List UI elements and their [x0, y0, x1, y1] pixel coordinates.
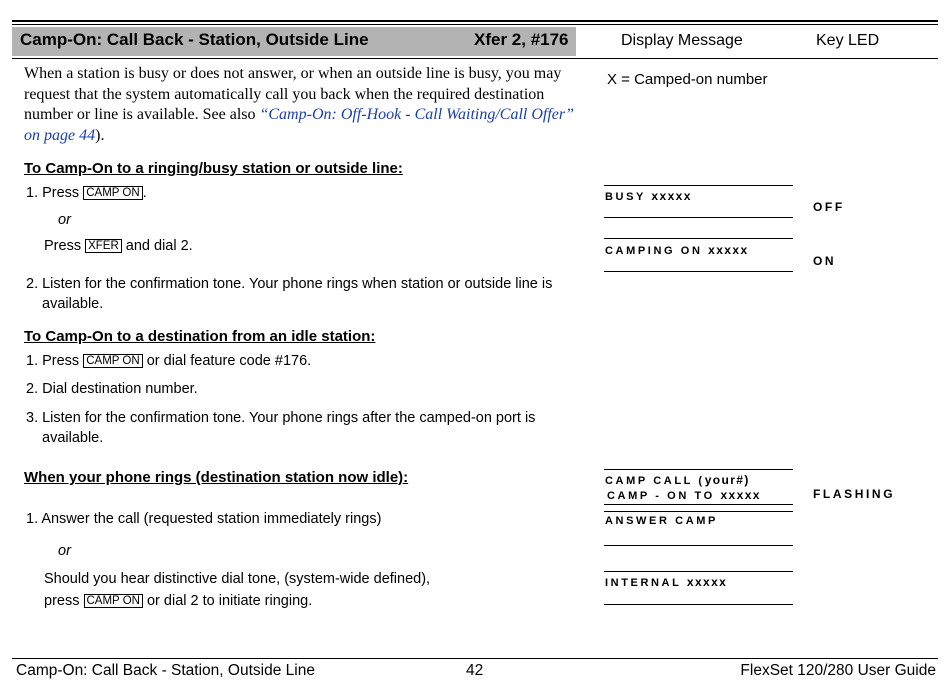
- led-on: ON: [813, 254, 837, 268]
- footer-guide-title: FlexSet 120/280 User Guide: [740, 662, 936, 679]
- top-rule-thin: [12, 24, 938, 25]
- display-camp-call-text: CAMP CALL (: [605, 475, 705, 487]
- display-camp-on-to-text: CAMP - ON TO: [607, 490, 721, 502]
- display-camping-on: [605, 243, 749, 257]
- display-internal-number: xxxxx: [686, 575, 728, 589]
- footer-rule: [12, 658, 938, 659]
- page-title: Camp-On: Call Back - Station, Outside Line: [20, 30, 369, 49]
- led-off: OFF: [813, 200, 845, 214]
- s3-alt-line2: [44, 593, 312, 609]
- legend-text: X = Camped-on number: [607, 71, 768, 88]
- s1-step2: 2. Listen for the confirmation tone. Your phone rings when station or outside line is available.: [26, 276, 553, 312]
- display-rule: [604, 185, 793, 186]
- display-rule: [604, 469, 793, 470]
- intro-end: ).: [95, 126, 105, 144]
- display-internal: [605, 575, 727, 589]
- display-camp-call: [605, 473, 750, 487]
- s3-alt-line1: Should you hear distinctive dial tone, (system-wide defined),: [44, 571, 431, 587]
- display-camping-number: xxxxx: [708, 243, 749, 257]
- display-camp-call-your: your#): [704, 473, 750, 487]
- s1-step1-post: .: [142, 185, 147, 201]
- display-rule: [604, 217, 793, 218]
- s3-alt-pre: press: [44, 593, 84, 609]
- top-rule-thick: [12, 20, 938, 22]
- s3-or: or: [58, 543, 71, 559]
- s1-alt-pre: Press: [44, 238, 86, 254]
- s3-alt-post: or dial 2 to initiate ringing.: [142, 593, 313, 609]
- feature-code: Xfer 2, #176: [474, 30, 569, 49]
- cross-reference-link[interactable]: “Camp-On: Off-Hook - Call Waiting/Call Offer” on page 44: [24, 106, 575, 144]
- s1-step1-pre: 1. Press: [26, 185, 84, 201]
- page-number: 42: [466, 662, 484, 679]
- s1-alt-post: and dial 2.: [121, 238, 193, 254]
- header-rule: [12, 58, 938, 59]
- s2-step1-pre: 1. Press: [26, 353, 84, 369]
- display-busy-number: xxxxx: [651, 189, 692, 203]
- camp-on-key: CAMP ON: [84, 594, 143, 608]
- display-rule: [604, 238, 793, 239]
- s2-step2: 2. Dial destination number.: [26, 381, 198, 397]
- display-message-column-header: Display Message: [621, 32, 743, 49]
- display-internal-text: INTERNAL: [605, 577, 687, 589]
- key-led-column-header: Key LED: [816, 32, 880, 49]
- display-rule: [604, 504, 793, 505]
- display-busy-text: BUSY: [605, 191, 652, 203]
- intro-text: When a station is busy or does not answer, or when an outside line is busy, you may request that the system automatically call you back when the required destination number or line is available. See also: [24, 65, 562, 123]
- display-camp-on-to-number: xxxxx: [720, 488, 761, 502]
- xfer-key: XFER: [85, 239, 122, 253]
- display-rule: [604, 604, 793, 605]
- display-busy: [605, 189, 692, 203]
- s1-or: or: [58, 212, 71, 228]
- footer-section-title: Camp-On: Call Back - Station, Outside Line: [16, 662, 315, 679]
- s3-step1: 1. Answer the call (requested station immediately rings): [26, 511, 382, 527]
- display-rule: [604, 571, 793, 572]
- intro-paragraph: [24, 64, 576, 146]
- camp-on-key: CAMP ON: [83, 354, 142, 368]
- s2-step3: 3. Listen for the confirmation tone. Your phone rings after the camped-on port is available.: [26, 410, 536, 446]
- display-camp-on-to: [607, 488, 761, 502]
- section-heading-ringing-busy: To Camp-On to a ringing/busy station or outside line:: [24, 160, 403, 177]
- led-flashing: FLASHING: [813, 487, 896, 501]
- s2-step1: [26, 353, 311, 369]
- section-heading-phone-rings: When your phone rings (destination station now idle):: [24, 469, 409, 486]
- s1-alt: [44, 238, 193, 254]
- display-rule: [604, 511, 793, 512]
- camp-on-key: CAMP ON: [83, 186, 142, 200]
- s1-step1: [26, 185, 147, 201]
- section-heading-idle-station: To Camp-On to a destination from an idle station:: [24, 328, 376, 345]
- display-answer-camp: ANSWER CAMP: [605, 515, 718, 527]
- s2-step1-post: or dial feature code #176.: [142, 353, 312, 369]
- display-rule: [604, 545, 793, 546]
- display-camping-text: CAMPING ON: [605, 245, 709, 257]
- display-rule: [604, 271, 793, 272]
